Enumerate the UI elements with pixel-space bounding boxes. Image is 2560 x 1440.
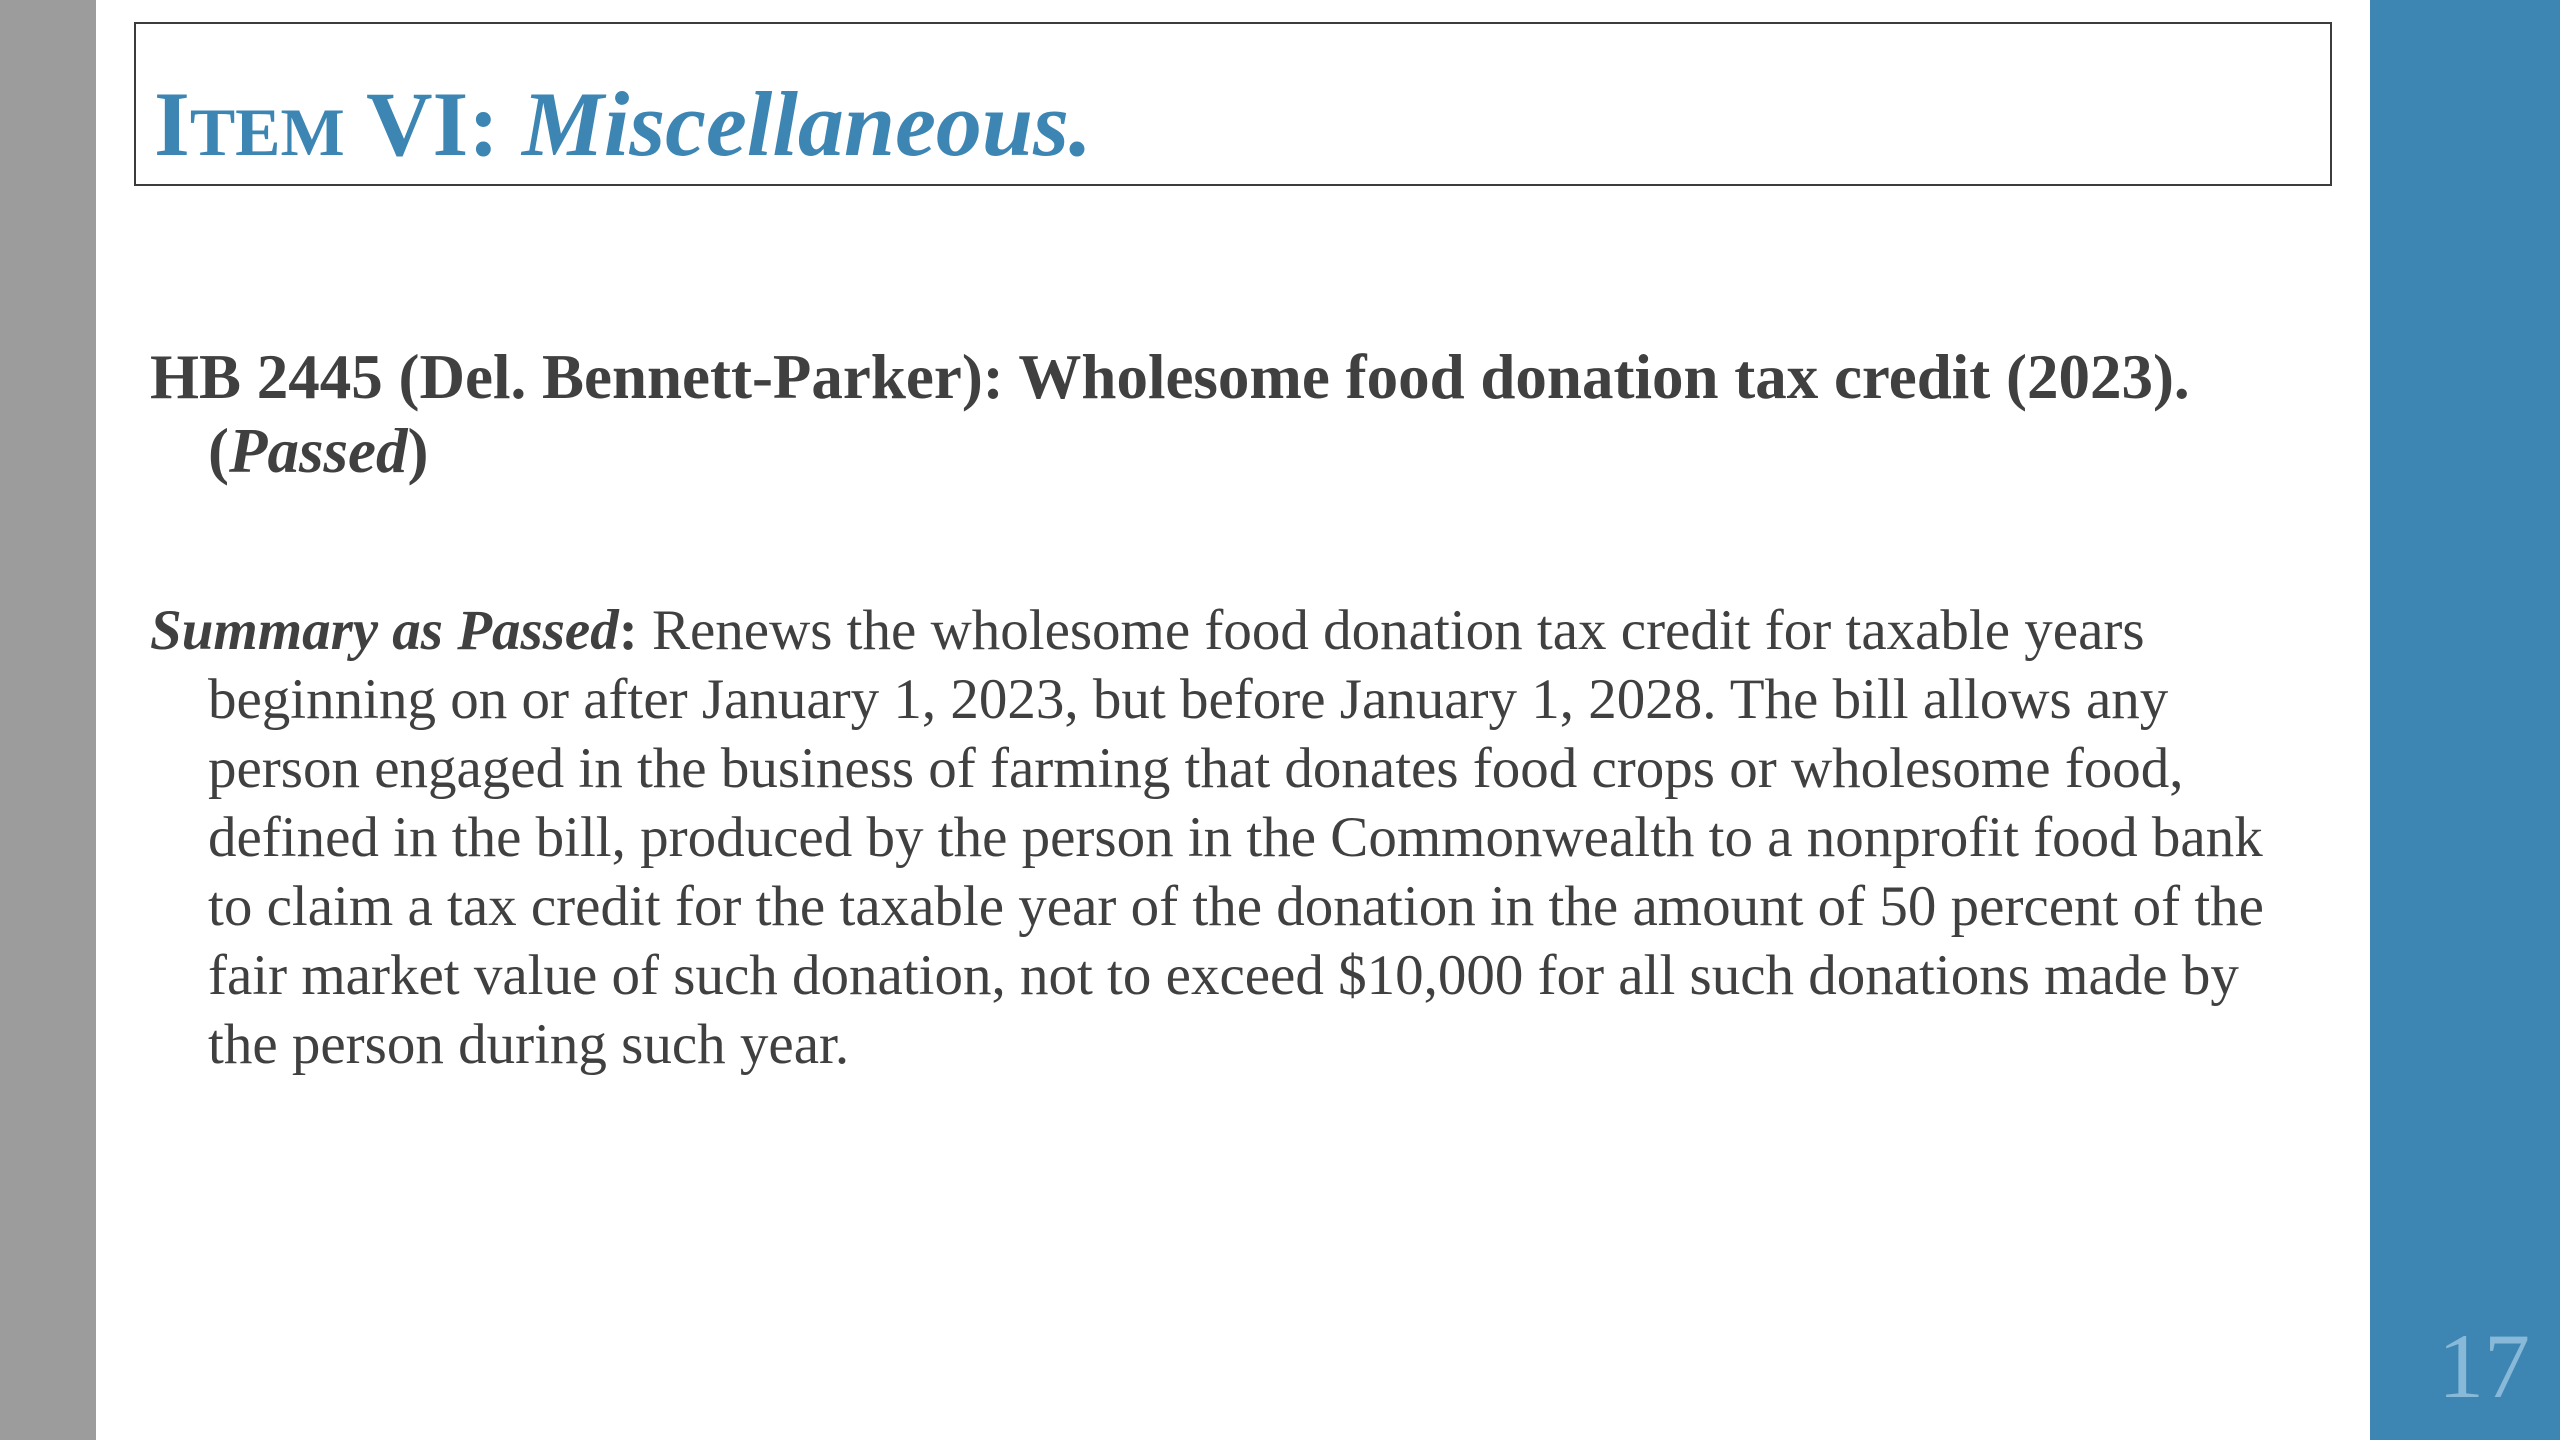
slide-title — [154, 73, 1092, 175]
bill-heading-text: HB 2445 (Del. Bennett-Parker): Wholesome food donation tax credit (2023). ( — [150, 342, 2190, 486]
title-item-number: VI — [366, 73, 469, 175]
summary-colon: : — [618, 599, 638, 662]
right-accent-band — [2370, 0, 2560, 1440]
bill-summary — [150, 596, 2300, 1079]
title-prefix-rest: TEM — [189, 94, 345, 170]
title-box — [134, 22, 2332, 186]
title-subject: Miscellaneous. — [521, 73, 1092, 175]
left-sidebar-band — [0, 0, 96, 1440]
page-number: 17 — [2438, 1315, 2530, 1417]
title-prefix-initial: I — [154, 73, 190, 175]
slide-content — [150, 340, 2300, 1079]
bill-status: Passed — [228, 416, 408, 486]
summary-label: Summary as Passed — [150, 599, 619, 662]
bill-heading — [150, 340, 2300, 488]
bill-heading-closing: ) — [407, 416, 429, 486]
title-separator: : — [468, 73, 499, 175]
summary-text: Renews the wholesome food donation tax credit for taxable years beginning on or after January 1, 2023, but before January 1, 2028. The bill allows any person engaged in the business of farming that donates food crops or wholesome food, defined in the bill, produced by the person in the Commonwealth to a nonprofit food bank to claim a tax credit for the taxable year of the donation in the amount of 50 percent of the fair market value of such donation, not to exceed $10,000 for all such donations made by the person during such year. — [208, 599, 2264, 1076]
